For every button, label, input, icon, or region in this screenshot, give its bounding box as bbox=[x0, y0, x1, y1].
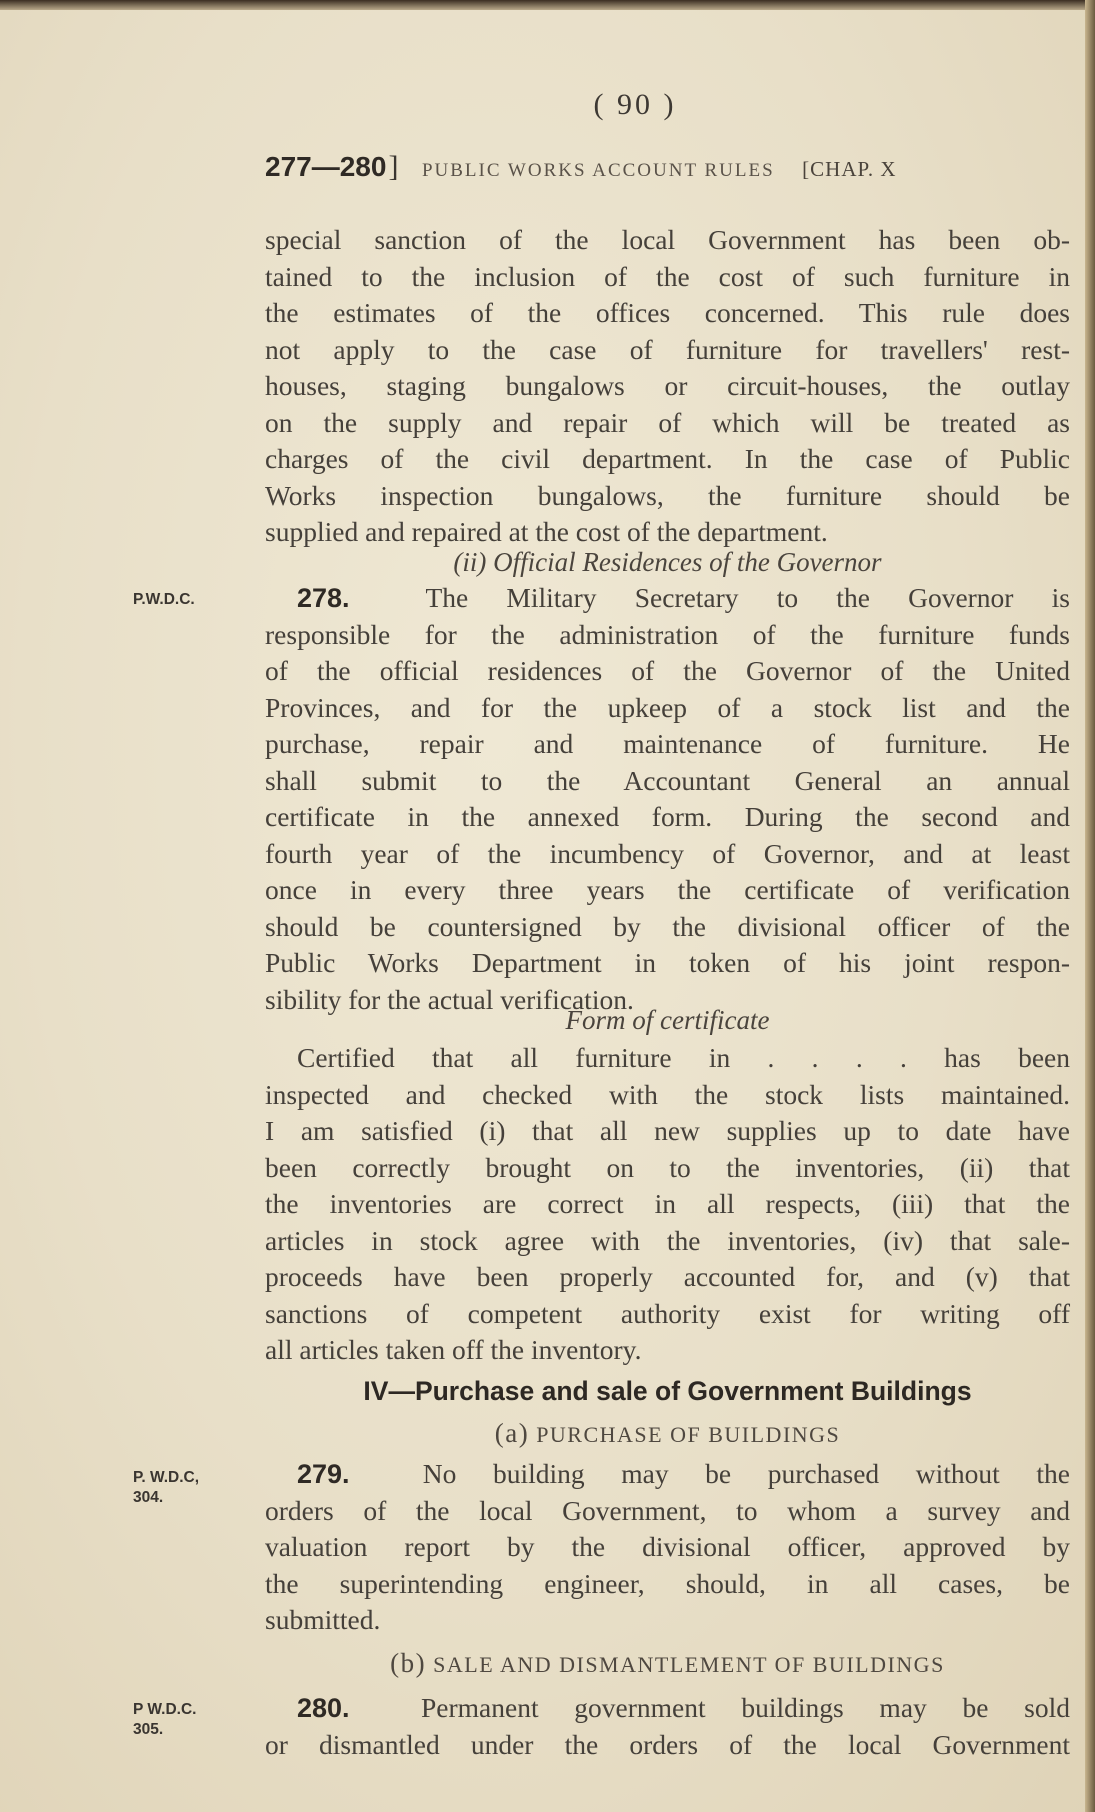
section-279-first-line bbox=[265, 1456, 1070, 1493]
page-binding-edge bbox=[1085, 0, 1095, 1812]
text-line: supplied and repaired at the cost of the department. bbox=[265, 516, 828, 547]
text-line: the inventories are correct in all respects, (iii) that the bbox=[265, 1188, 1070, 1219]
text-line: houses, staging bungalows or circuit-houses, the outlay bbox=[265, 370, 1070, 401]
text-line: Public Works Department in token of his joint respon- bbox=[265, 947, 1070, 978]
running-head-rule-range: 277—280 bbox=[265, 151, 387, 182]
section-text: The Military Secretary to the Governor is bbox=[425, 582, 1070, 613]
subheading-text: PURCHASE OF BUILDINGS bbox=[536, 1422, 841, 1447]
certificate-text bbox=[265, 1040, 1070, 1369]
running-head-chapter: [CHAP. X bbox=[802, 157, 897, 181]
subheading-sale-and-dismantlement bbox=[265, 1648, 1070, 1679]
text-line: been correctly brought on to the inventories, (ii) that bbox=[265, 1151, 1070, 1183]
text-line: the superintending engineer, should, in all cases, be bbox=[265, 1567, 1070, 1599]
text-line: responsible for the administration of the furniture funds bbox=[265, 618, 1070, 650]
section-280-first-line bbox=[265, 1690, 1070, 1727]
text-line: sibility for the actual verification. bbox=[265, 983, 634, 1015]
text-line: of the official residences of the Governor of the United bbox=[265, 655, 1070, 686]
text-line: on the supply and repair of which will be treated as bbox=[265, 406, 1070, 438]
text-line: inspected and checked with the stock lists maintained. bbox=[265, 1078, 1070, 1110]
heading-purchase-and-sale: IV—Purchase and sale of Government Buildings bbox=[363, 1376, 972, 1406]
section-280 bbox=[265, 1690, 1070, 1763]
text-line: the estimates of the offices concerned. This rule does bbox=[265, 297, 1070, 328]
text-line: valuation report by the divisional officer, approved by bbox=[265, 1531, 1070, 1562]
section-278-first-line bbox=[265, 580, 1070, 617]
text-line: tained to the inclusion of the cost of such furniture in bbox=[265, 260, 1070, 292]
text-line: articles in stock agree with the inventories, (iv) that sale- bbox=[265, 1224, 1070, 1256]
text-line: Works inspection bungalows, the furniture should be bbox=[265, 479, 1070, 511]
text-line: proceeds have been properly accounted for, and (v) that bbox=[265, 1261, 1070, 1292]
section-text: Permanent government buildings may be sold bbox=[420, 1692, 1071, 1723]
text-line: or dismantled under the orders of the local Government bbox=[265, 1728, 1070, 1760]
text-line: special sanction of the local Government has been ob- bbox=[265, 224, 1070, 255]
text-line: sanctions of competent authority exist for writing off bbox=[265, 1297, 1070, 1329]
margin-note-280: P W.D.C. 305. bbox=[133, 1701, 197, 1738]
running-head-title: PUBLIC WORKS ACCOUNT RULES bbox=[421, 160, 775, 181]
text-line: orders of the local Government, to whom a survey and bbox=[265, 1494, 1070, 1526]
text-line: all articles taken off the inventory. bbox=[265, 1334, 642, 1365]
text-line: not apply to the case of furniture for travellers' rest- bbox=[265, 333, 1070, 365]
continuation-paragraph bbox=[265, 222, 1070, 551]
page-top-edge bbox=[0, 0, 1095, 10]
text-line: shall submit to the Accountant General an annual bbox=[265, 764, 1070, 796]
text-line: certificate in the annexed form. During the second and bbox=[265, 801, 1070, 832]
subheading-text: SALE AND DISMANTLEMENT OF BUILDINGS bbox=[433, 1652, 945, 1677]
text-line: should be countersigned by the divisional officer of the bbox=[265, 910, 1070, 942]
text-line: Certified that all furniture in . . . . has been bbox=[297, 1042, 1070, 1073]
text-line: purchase, repair and maintenance of furniture. He bbox=[265, 728, 1070, 759]
subheading-form-of-certificate: Form of certificate bbox=[565, 1005, 770, 1035]
margin-note-279: P. W.D.C, 304. bbox=[133, 1469, 200, 1506]
section-number: 280. bbox=[297, 1693, 350, 1723]
text-line: I am satisfied (i) that all new supplies up to date have bbox=[265, 1115, 1070, 1146]
section-number: 278. bbox=[297, 583, 350, 613]
margin-note-278: P.W.D.C. bbox=[133, 591, 195, 608]
running-head bbox=[265, 150, 1065, 184]
running-head-bracket: ] bbox=[388, 150, 399, 183]
subheading-purchase-of-buildings bbox=[265, 1418, 1070, 1449]
text-line: charges of the civil department. In the case of Public bbox=[265, 443, 1070, 474]
text-line: submitted. bbox=[265, 1604, 381, 1635]
subheading-letter: (a) bbox=[494, 1418, 530, 1448]
subheading-letter: (b) bbox=[390, 1648, 427, 1678]
text-line: once in every three years the certificate of verification bbox=[265, 874, 1070, 905]
subheading-official-residences: (ii) Official Residences of the Governor bbox=[453, 547, 882, 577]
section-text: No building may be purchased without the bbox=[422, 1458, 1070, 1489]
section-278 bbox=[265, 580, 1070, 1018]
page-number: ( 90 ) bbox=[593, 88, 677, 121]
text-line: Provinces, and for the upkeep of a stock list and the bbox=[265, 691, 1070, 723]
text-line: fourth year of the incumbency of Governor, and at least bbox=[265, 837, 1070, 869]
section-number: 279. bbox=[297, 1459, 350, 1489]
section-279 bbox=[265, 1456, 1070, 1639]
